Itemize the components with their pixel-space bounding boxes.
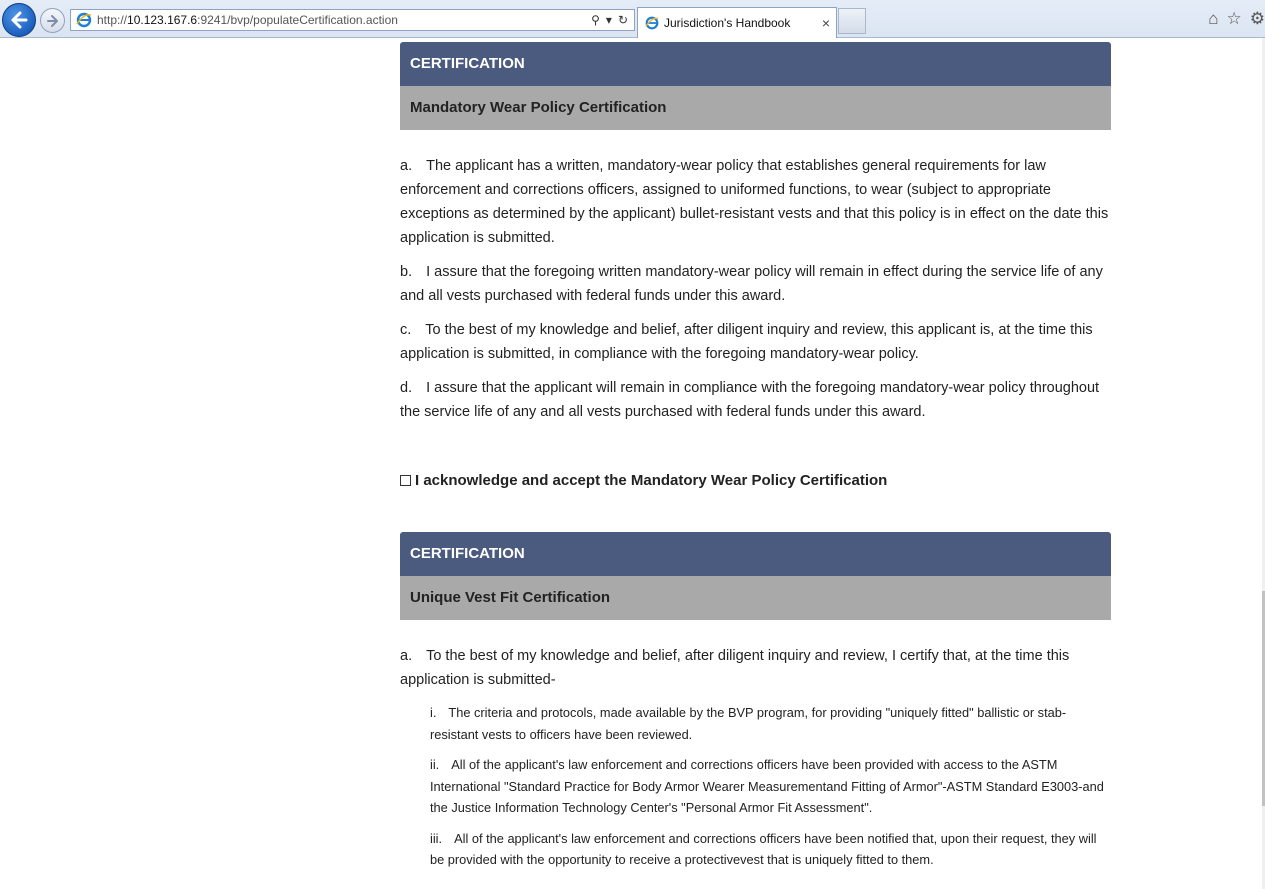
sub-item-text: All of the applicant's law enforcement and corrections officers have been provided with access to the ASTM International "Standard Practice for Body Armor Wearer Measurementand Fitting of Armor"-ASTM Standard E3003-and the Justice Information Technology Center's "Personal Armor Fit Assessment". — [430, 757, 1104, 815]
clause-c — [400, 318, 1111, 366]
tab-jurisdictions-handbook[interactable] — [637, 7, 837, 38]
sub-item-ii — [430, 754, 1111, 819]
clause-d — [400, 376, 1111, 424]
browser-toolbar — [0, 0, 1265, 38]
clause-text: I assure that the foregoing written mandatory-wear policy will remain in effect during the service life of any and all vests purchased with federal funds under this award. — [400, 264, 1103, 304]
search-icon[interactable]: ⚲ — [591, 13, 600, 27]
sub-item-iii — [430, 828, 1111, 871]
clause-text: The applicant has a written, mandatory-wear policy that establishes general requirements for law enforcement and corrections officers, assigned to uniformed functions, to wear (subject to appropriate exceptions as determined by the applicant) bullet-resistant vests and that this policy is in effect on the date this application is submitted. — [400, 158, 1109, 246]
ie-icon — [644, 15, 660, 31]
clause-letter: a. — [400, 648, 413, 664]
arrow-left-icon — [9, 10, 29, 30]
arrow-right-icon — [46, 14, 60, 28]
clause-text: To the best of my knowledge and belief, after diligent inquiry and review, I certify that, at the time this application is submitted- — [400, 648, 1070, 688]
clause-letter: b. — [400, 264, 413, 280]
clause-text: I assure that the applicant will remain in compliance with the foregoing mandatory-wear policy throughout the service life of any and all vests purchased with federal funds under this award. — [400, 380, 1100, 420]
section-subheader: Unique Vest Fit Certification — [400, 576, 1111, 620]
acknowledge-checkbox[interactable] — [400, 475, 411, 486]
section-subheader: Mandatory Wear Policy Certification — [400, 86, 1111, 130]
chevron-down-icon[interactable]: ▾ — [605, 13, 612, 27]
url-path: :9241/bvp/populateCertification.action — [197, 13, 398, 27]
clause-letter: d. — [400, 380, 413, 396]
clause-a — [400, 644, 1111, 692]
favorites-icon[interactable]: ☆ — [1226, 9, 1242, 28]
ie-icon — [75, 11, 93, 29]
address-bar[interactable] — [70, 9, 635, 31]
sub-item-number: i. — [430, 705, 437, 720]
gear-icon[interactable]: ⚙ — [1249, 9, 1265, 28]
acknowledge-label[interactable]: I acknowledge and accept the Mandatory Wear Policy Certification — [415, 471, 888, 489]
clause-text: To the best of my knowledge and belief, after diligent inquiry and review, this applicant is, at the time this application is submitted, in compliance with the foregoing mandatory-wear policy. — [400, 322, 1093, 362]
certification-content — [400, 42, 1111, 880]
clause-list — [400, 130, 1111, 424]
sub-item-number: ii. — [430, 757, 440, 772]
new-tab-button[interactable] — [838, 8, 866, 34]
clause-letter: c. — [400, 322, 412, 338]
section-header: CERTIFICATION — [400, 42, 1111, 86]
forward-button[interactable] — [40, 8, 65, 33]
sub-item-number: iii. — [430, 830, 443, 846]
refresh-icon[interactable]: ↻ — [617, 13, 628, 27]
clause-b — [400, 260, 1111, 308]
close-icon[interactable]: × — [821, 15, 830, 31]
clause-list — [400, 620, 1111, 871]
section-header: CERTIFICATION — [400, 532, 1111, 576]
unique-vest-fit-section — [400, 532, 1111, 871]
home-icon[interactable]: ⌂ — [1208, 9, 1219, 28]
acknowledge-mandatory-wear[interactable] — [400, 470, 1111, 490]
sub-item-i — [430, 702, 1111, 745]
sub-item-text: All of the applicant's law enforcement and corrections officers have been notified that, upon their request, they will be provided with the opportunity to receive a protectivevest that is uniquely fitted to them. — [430, 830, 1097, 867]
mandatory-wear-section — [400, 42, 1111, 490]
url-text[interactable] — [97, 13, 591, 27]
sub-item-text: The criteria and protocols, made available by the BVP program, for providing "uniquely fitted" ballistic or stab-resistant vests to officers have been reviewed. — [430, 705, 1067, 742]
sub-item-list — [400, 702, 1111, 871]
clause-letter: a. — [400, 158, 413, 174]
back-button[interactable] — [2, 3, 36, 37]
tab-title: Jurisdiction's Handbook — [664, 16, 791, 30]
url-prefix: http:// — [97, 13, 128, 27]
clause-a — [400, 154, 1111, 250]
url-host: 10.123.167.6 — [127, 13, 198, 27]
